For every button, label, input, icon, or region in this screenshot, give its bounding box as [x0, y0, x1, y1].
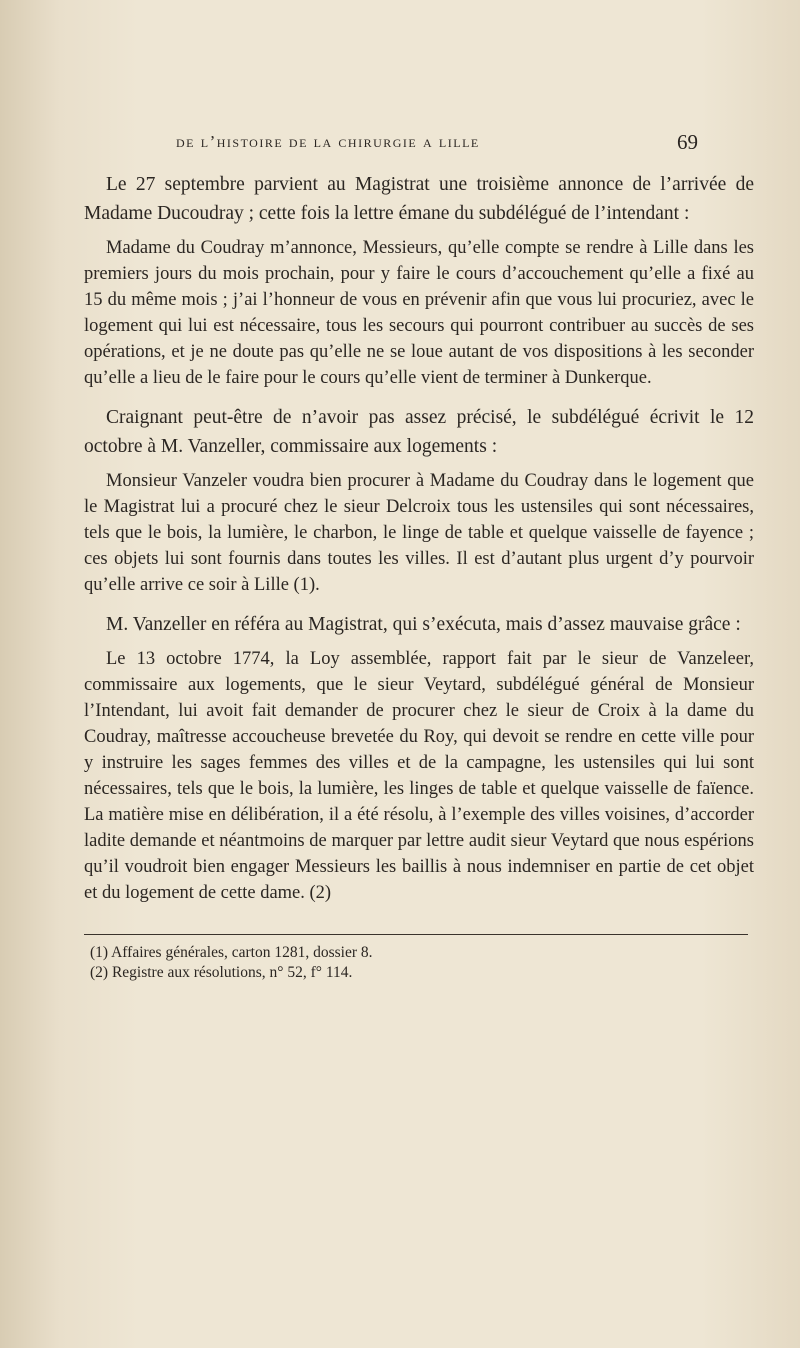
quoted-letter-subdelegue: Madame du Coudray m’annonce, Messieurs, qu’elle compte se rendre à Lille dans les premiers jours du mois prochain, pour y faire le cours d’accouchement qu’elle a fixé au 15 du même mois ; j’ai l’honneur de vous en prévenir afin que vous lui procuriez, avec le logement qui lui est nécessaire, tous les secours qui pourront contribuer au succès de ses opérations, et je ne doute pas qu’elle ne se loue autant de vos dispositions à les seconder qu’elle a lieu de le faire pour le cours qu’elle vient de terminer à Dunkerque. [84, 238, 754, 388]
footnote-2: (2) Registre aux résolutions, n° 52, f° 114. [90, 964, 353, 981]
running-head: de l’histoire de la chirurgie a lille [176, 132, 480, 151]
paragraph-intro: Le 27 septembre parvient au Magistrat une troisième annonce de l’arrivée de Madame Ducoudray ; cette fois la lettre émane du subdélégué de l’intendant : [84, 174, 754, 224]
page-number: 69 [677, 130, 698, 154]
paragraph-magistrat: M. Vanzeller en référa au Magistrat, qui s’exécuta, mais d’assez mauvaise grâce : [106, 614, 741, 635]
page-body [84, 170, 754, 983]
paragraph-craignant: Craignant peut-être de n’avoir pas assez précisé, le subdélégué écrivit le 12 octobre à M. Vanzeller, commissaire aux logements : [84, 407, 754, 457]
page-header [60, 132, 740, 162]
footnote-divider [84, 934, 748, 935]
footnote-1: (1) Affaires générales, carton 1281, dossier 8. [90, 944, 373, 961]
quoted-letter-vanzeler: Monsieur Vanzeler voudra bien procurer à Madame du Coudray dans le logement que le Magistrat lui a procuré chez le sieur Delcroix tous les ustensiles qui sont nécessaires, tels que le bois, la lumière, le charbon, le linge de table et quelque vaisselle de fayence ; ces objets lui sont fournis dans toutes les villes. Il est d’autant plus urgent d’y pourvoir qu’elle arrive ce soir à Lille (1). [84, 471, 754, 595]
quoted-resolution: Le 13 octobre 1774, la Loy assemblée, rapport fait par le sieur de Vanzeleer, commissaire aux logements, que le sieur Veytard, subdélégué général de Monsieur l’Intendant, lui avoit fait demander de procurer chez le sieur de Croix à la dame du Coudray, maîtresse accoucheuse brevetée du Roy, qui devoit se rendre en cette ville pour y instruire les sages femmes des villes et de la campagne, les ustensiles qui lui sont nécessaires, tels que le bois, la lumière, les linges de table et quelque vaisselle de faïence. La matière mise en délibération, il a été résolu, à l’exemple des villes voisines, d’accorder ladite demande et néantmoins de marquer par lettre audit sieur Veytard que nous espérions qu’il voudroit bien engager Messieurs les baillis à nous indemniser en partie de cet objet et du logement de cette dame. (2) [84, 649, 754, 903]
